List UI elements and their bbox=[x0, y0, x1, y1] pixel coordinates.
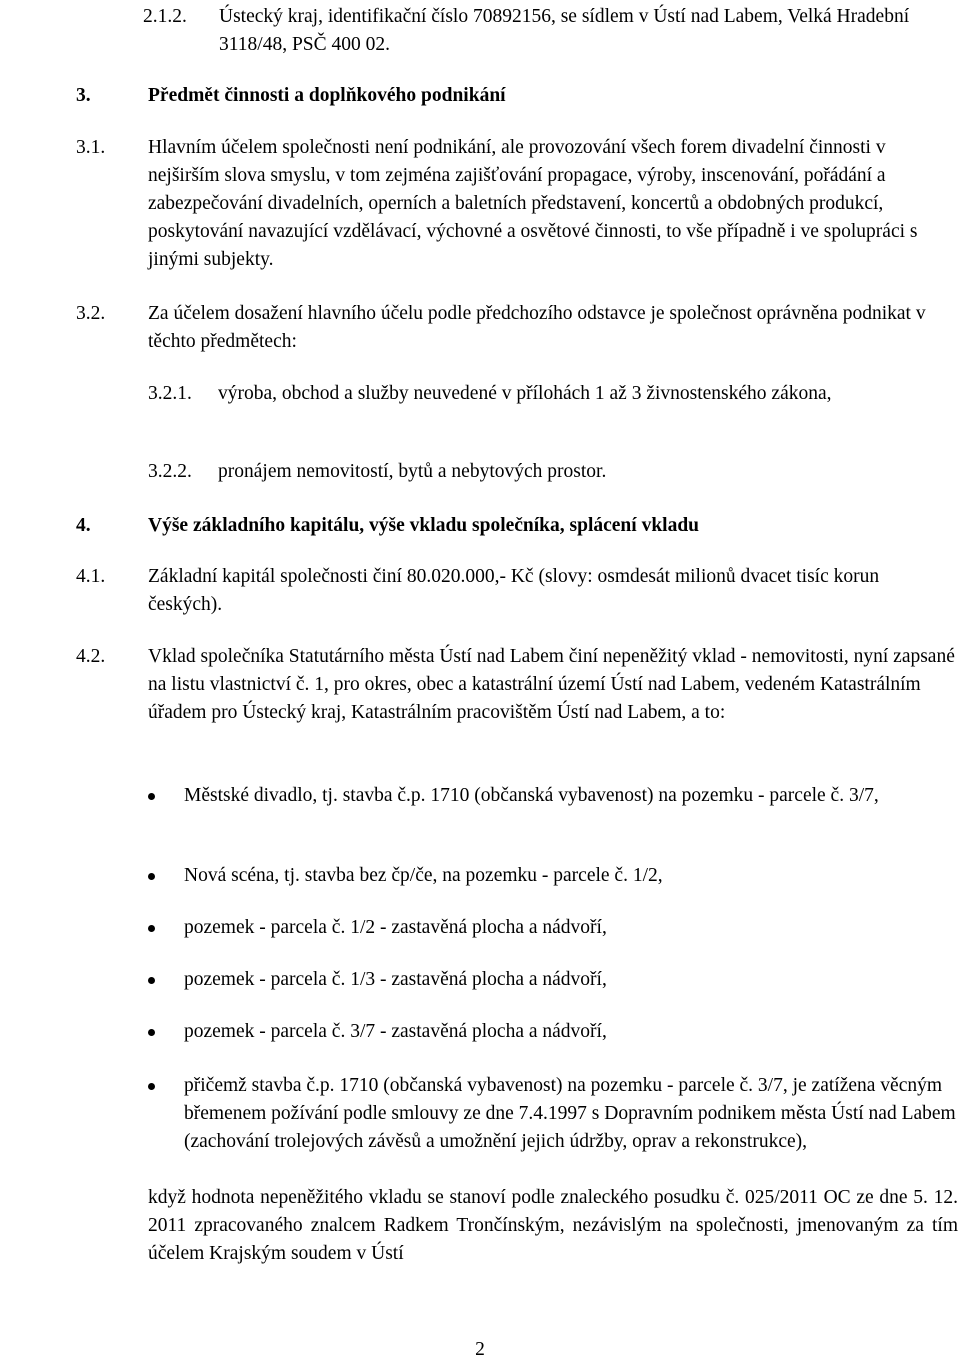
clause-number: 4.1. bbox=[76, 566, 106, 587]
paragraph-text: když hodnota nepeněžitého vkladu se stanoví podle znaleckého posudku č. 025/2011 OC ze dne 5. 12. 2011 zpracovaného znalcem Radkem Trončínským, nezávislým na společnosti, jmenovaným za tím účelem Krajským soudem v Ústí bbox=[148, 1187, 958, 1264]
clause-text: Za účelem dosažení hlavního účelu podle předchozího odstavce je společnost oprávněna podnikat v těchto předmětech: bbox=[148, 303, 926, 352]
section-number: 3. bbox=[76, 85, 91, 106]
bullet-icon bbox=[148, 793, 155, 800]
clause-text: pronájem nemovitostí, bytů a nebytových prostor. bbox=[218, 461, 607, 482]
clause-text: výroba, obchod a služby neuvedené v přílohách 1 až 3 živnostenského zákona, bbox=[218, 383, 832, 404]
list-item-text: Nová scéna, tj. stavba bez čp/če, na pozemku - parcele č. 1/2, bbox=[184, 865, 663, 886]
list-item-text: přičemž stavba č.p. 1710 (občanská vybavenost) na pozemku - parcele č. 3/7, je zatížena věcným břemenem požívání podle smlouvy ze dne 7.4.1997 s Dopravním podnikem města Ústí nad Labem (zachování trolejových závěsů a umožnění jejich údržby, oprav a rekonstrukce), bbox=[184, 1075, 956, 1152]
list-item-text: Městské divadlo, tj. stavba č.p. 1710 (občanská vybavenost) na pozemku - parcele č. 3/7, bbox=[184, 785, 879, 806]
list-item-text: pozemek - parcela č. 3/7 - zastavěná plocha a nádvoří, bbox=[184, 1021, 607, 1042]
clause-number: 3.2.2. bbox=[148, 461, 192, 482]
section-number: 4. bbox=[76, 515, 91, 536]
clause-text: Základní kapitál společnosti činí 80.020.000,- Kč (slovy: osmdesát milionů dvacet tisíc korun českých). bbox=[148, 566, 880, 615]
bullet-icon bbox=[148, 873, 155, 880]
page-number: 2 bbox=[475, 1339, 485, 1360]
clause-number: 4.2. bbox=[76, 646, 106, 667]
clause-text: Hlavním účelem společnosti není podnikání, ale provozování všech forem divadelní činnosti v nejširším slova smyslu, v tom zejména zajišťování propagace, výroby, inscenování, pořádání a zabezpečování divadelních, operních a baletních představení, koncertů a obdobných produkcí, poskytování navazující vzdělávací, výchovné a osvětové činnosti, to vše případně i ve spolupráci s jinými subjekty. bbox=[148, 137, 918, 270]
clause-text: Vklad společníka Statutárního města Ústí nad Labem činí nepeněžitý vklad - nemovitosti, nyní zapsané na listu vlastnictví č. 1, pro okres, obec a katastrální území Ústí nad Labem, vedeném Katastrálním úřadem pro Ústecký kraj, Katastrálním pracovištěm Ústí nad Labem, a to: bbox=[148, 646, 955, 723]
clause-number: 2.1.2. bbox=[143, 6, 187, 27]
bullet-icon bbox=[148, 1083, 155, 1090]
bullet-icon bbox=[148, 925, 155, 932]
section-title: Předmět činnosti a doplňkového podnikání bbox=[148, 85, 506, 106]
list-item-text: pozemek - parcela č. 1/2 - zastavěná plocha a nádvoří, bbox=[184, 917, 607, 938]
clause-text: Ústecký kraj, identifikační číslo 70892156, se sídlem v Ústí nad Labem, Velká Hradební 3118/48, PSČ 400 02. bbox=[219, 6, 910, 55]
section-title: Výše základního kapitálu, výše vkladu společníka, splácení vkladu bbox=[148, 515, 700, 536]
clause-number: 3.2. bbox=[76, 303, 106, 324]
clause-number: 3.1. bbox=[76, 137, 106, 158]
clause-number: 3.2.1. bbox=[148, 383, 192, 404]
list-item-text: pozemek - parcela č. 1/3 - zastavěná plocha a nádvoří, bbox=[184, 969, 607, 990]
bullet-icon bbox=[148, 1029, 155, 1036]
bullet-icon bbox=[148, 977, 155, 984]
